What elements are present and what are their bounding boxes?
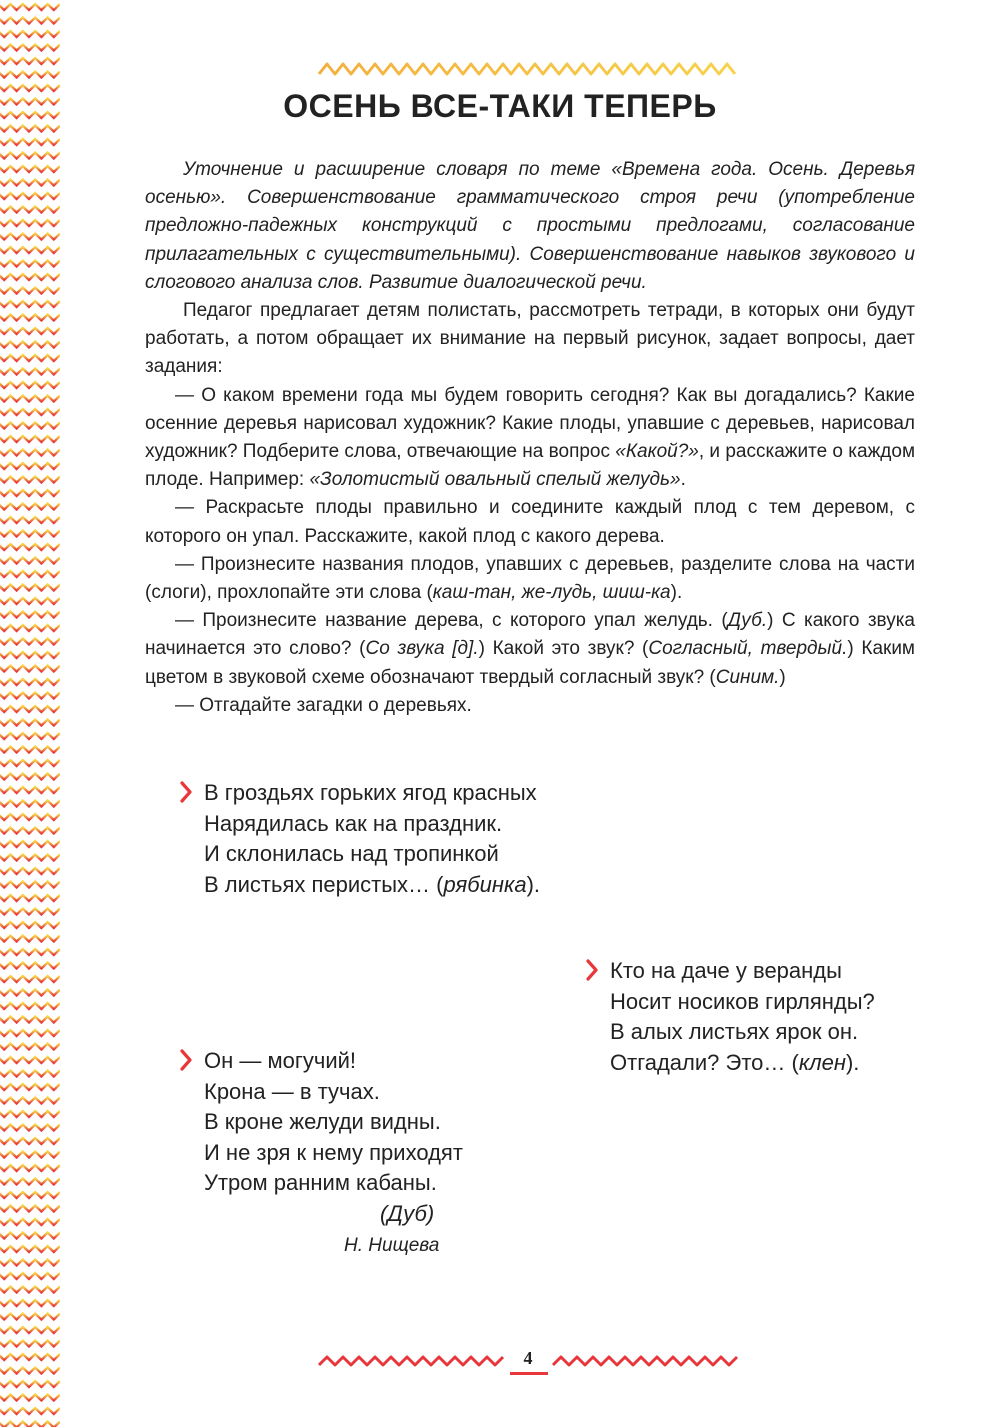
riddle-line: Он — могучий! xyxy=(204,1048,357,1073)
top-wave-decoration xyxy=(318,60,742,78)
riddle-answer: (Дуб) xyxy=(380,1200,435,1226)
question-3: — Произнесите названия плодов, упавших с деревьев, разделите слова на части (слоги), прохлопайте эти слова (каш-тан, же-лудь, шиш-ка). xyxy=(145,553,915,604)
riddle-rowan xyxy=(204,778,540,900)
riddle-line: Отгадали? Это… (клен). xyxy=(610,1049,860,1075)
riddle-answer: рябинка xyxy=(443,871,527,897)
lesson-goals: Уточнение и расширение словаря по теме «Времена года. Осень. Деревья осенью». Совершенствование грамматического строя речи (употребление предложно-падежных конструкций с простыми предлогами, согласование прилагательных с существительными). Совершенствование навыков звукового и слогового анализа слов. Развитие диалогической речи. xyxy=(145,159,915,293)
bottom-wave-left-decoration xyxy=(318,1353,504,1369)
page-title: ОСЕНЬ ВСЕ-ТАКИ ТЕПЕРЬ xyxy=(283,88,717,124)
riddle-maple xyxy=(610,956,875,1078)
page-number-underline xyxy=(510,1372,548,1375)
chevron-right-icon xyxy=(178,780,194,804)
riddle-line: В гроздьях горьких ягод красных xyxy=(204,780,537,805)
riddle-line: Кто на даче у веранды xyxy=(610,958,842,983)
zigzag-border-decoration xyxy=(0,0,60,1427)
page-number: 4 xyxy=(523,1348,533,1368)
riddle-line: И склонилась над тропинкой xyxy=(204,841,499,866)
riddle-answer: клен xyxy=(798,1049,846,1075)
intro-paragraph: Педагог предлагает детям полистать, рассмотреть тетради, в которых они будут работать, а потом обращает их внимание на первый рисунок, задает вопросы, дает задания: xyxy=(145,300,915,378)
riddle-author: Н. Нищева xyxy=(344,1235,440,1256)
question-5: — Отгадайте загадки о деревьях. xyxy=(175,694,472,716)
riddle-line: В кроне желуди видны. xyxy=(204,1109,441,1134)
riddle-line: Нарядилась как на праздник. xyxy=(204,810,503,836)
riddle-line: Утром ранним кабаны. xyxy=(204,1170,437,1195)
bottom-wave-right-decoration xyxy=(552,1353,742,1369)
chevron-right-icon xyxy=(584,958,600,982)
question-4: — Произнесите название дерева, с которого упал желудь. (Дуб.) С какого звука начинается это слово? (Со звука [д].) Какой это звук? (Согласный, твердый.) Каким цветом в звуковой схеме обозначают твердый согласный звук? (Синим.) xyxy=(145,610,916,688)
riddle-line: Крона — в тучах. xyxy=(204,1078,380,1104)
riddle-line: Носит носиков гирлянды? xyxy=(610,988,875,1014)
riddle-line: В листьях перистых… (рябинка). xyxy=(204,871,541,897)
riddle-line: И не зря к нему приходят xyxy=(204,1139,463,1165)
riddle-line: В алых листьях ярок он. xyxy=(610,1019,859,1044)
riddle-oak xyxy=(204,1046,463,1263)
question-1: — О каком времени года мы будем говорить сегодня? Как вы догадались? Какие осенние деревья нарисовал художник? Какие плоды, упавшие с деревьев, нарисовал художник? Подберите слова, отвечающие на вопрос «Какой?», и расскажите о каждом плоде. Например: «Золотистый овальный спелый желудь». xyxy=(145,384,916,491)
lesson-text xyxy=(145,156,915,720)
question-2: — Раскрасьте плоды правильно и соедините каждый плод с тем деревом, с которого он упал. Расскажите, какой плод с какого дерева. xyxy=(145,497,915,547)
chevron-right-icon xyxy=(178,1048,194,1072)
